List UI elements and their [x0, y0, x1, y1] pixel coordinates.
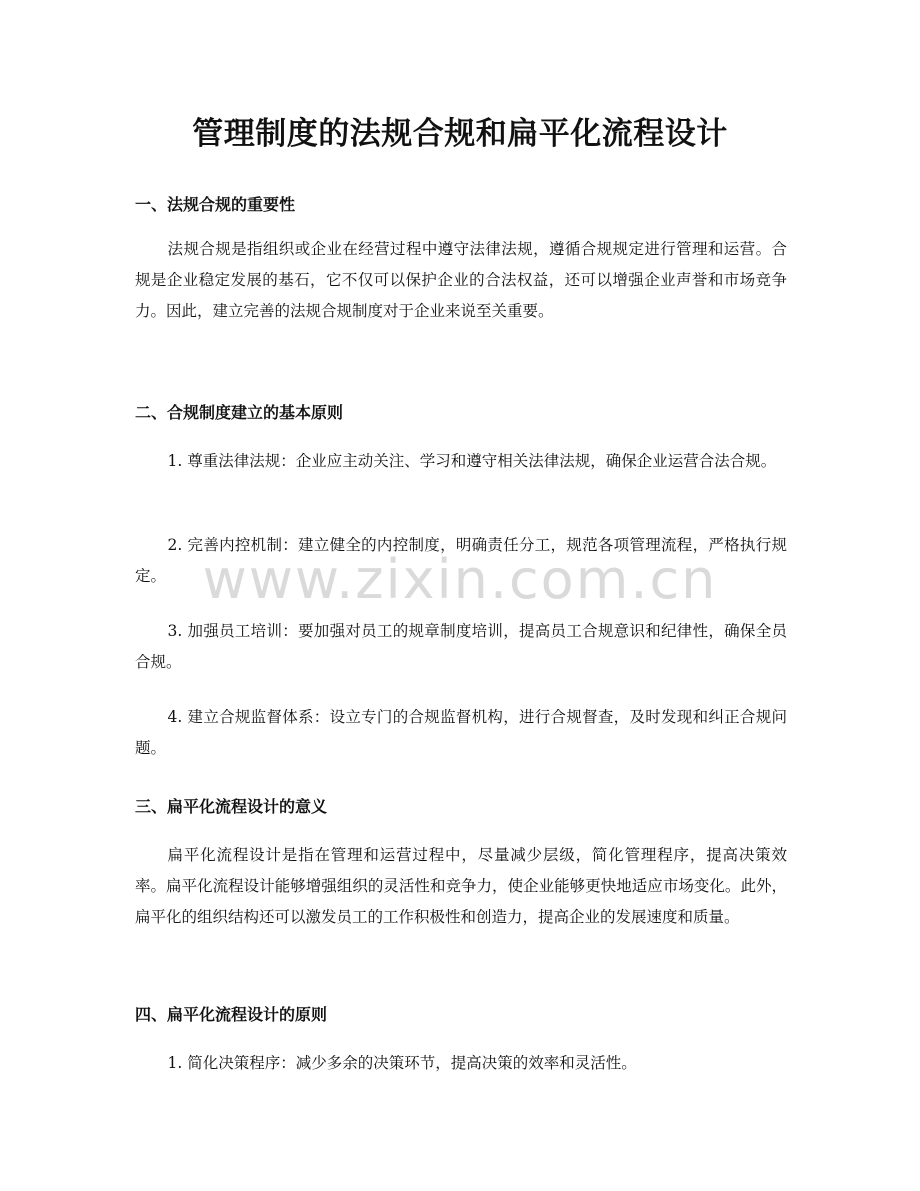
watermark: www.zixin.com.cn [202, 548, 718, 611]
section-1-heading: 一、法规合规的重要性 [135, 195, 296, 214]
section-2-heading: 二、合规制度建立的基本原则 [135, 403, 344, 422]
section-3-paragraph-1: 扁平化流程设计是指在管理和运营过程中，尽量减少层级，简化管理程序，提高决策效率。扁平化流程设计能够增强组织的灵活性和竞争力，使企业能够更快地适应市场变化。此外，扁平化的组织结构还可以激发员工的工作积极性和创造力，提高企业的发展速度和质量。 [135, 846, 787, 926]
section-4-heading: 四、扁平化流程设计的原则 [135, 1005, 328, 1024]
section-2-item-4: 4. 建立合规监督体系：设立专门的合规监督机构，进行合规督查，及时发现和纠正合规问题。 [135, 708, 787, 757]
section-2-item-2: 2. 完善内控机制：建立健全的内控制度，明确责任分工，规范各项管理流程，严格执行规定。 [135, 536, 787, 585]
section-1-paragraph-1: 法规合规是指组织或企业在经营过程中遵守法律法规，遵循合规规定进行管理和运营。合规是企业稳定发展的基石，它不仅可以保护企业的合法权益，还可以增强企业声誉和市场竞争力。因此，建立完善的法规合规制度对于企业来说至关重要。 [135, 240, 787, 320]
section-2-item-1: 1. 尊重法律法规：企业应主动关注、学习和遵守相关法律法规，确保企业运营合法合规。 [167, 452, 777, 470]
section-4-item-1: 1. 简化决策程序：减少多余的决策环节，提高决策的效率和灵活性。 [167, 1054, 637, 1072]
section-2-item-3: 3. 加强员工培训：要加强对员工的规章制度培训，提高员工合规意识和纪律性，确保全员合规。 [135, 622, 787, 671]
page-title: 管理制度的法规合规和扁平化流程设计 [192, 116, 728, 152]
section-3-heading: 三、扁平化流程设计的意义 [135, 797, 328, 816]
